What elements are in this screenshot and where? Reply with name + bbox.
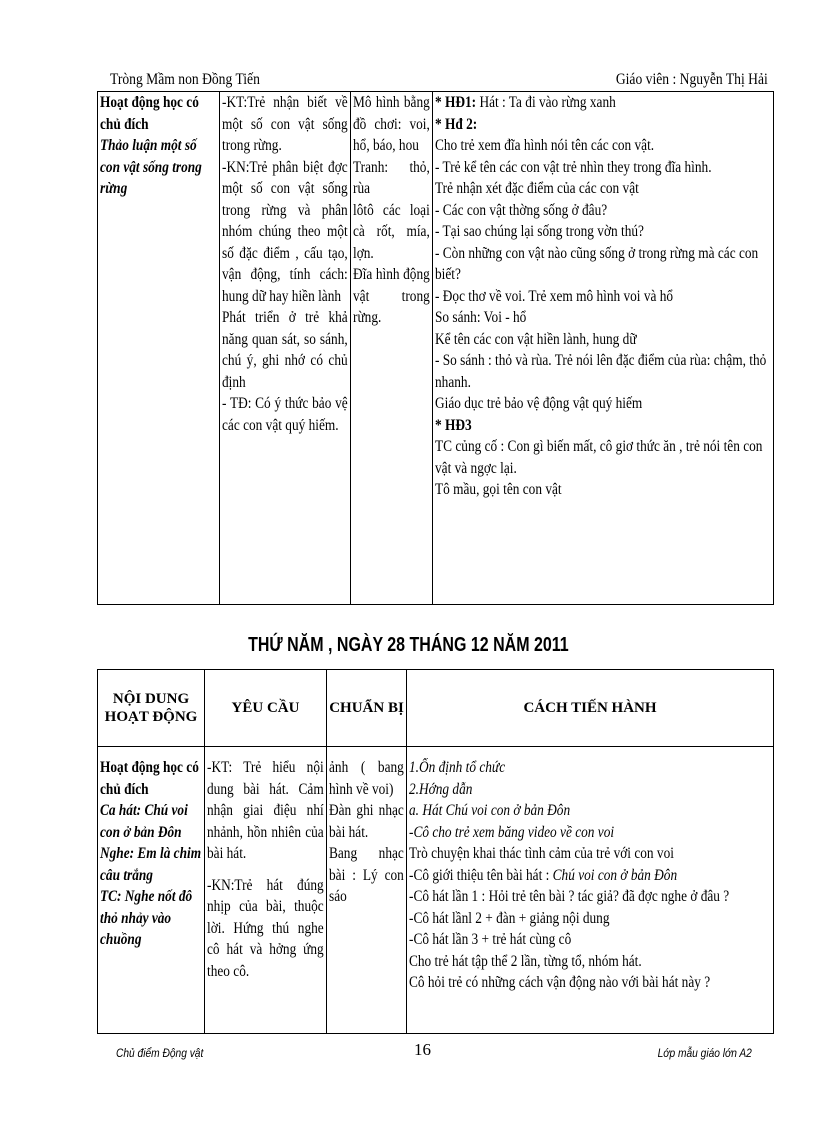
t2-preparation-line: Bang nhạc bài : Lý con sáo: [329, 845, 404, 905]
t2-requirement-line: -KN:Trẻ hát đúng nhịp của bài, thuộc lời. Hứng thú nghe cô hát và hởng ứng theo cô.: [207, 876, 324, 980]
t1-requirement-line: Phát triển ở trẻ khả năng quan sát, so sánh, chú ý, ghi nhớ có chủ định: [222, 309, 348, 391]
t1-procedure-line: - Còn những con vật nào cũng sống ở trong rừng mà các con biết?: [435, 244, 759, 283]
t1-procedure-line: Cho trẻ xem đĩa hình nói tên các con vật.: [435, 137, 655, 154]
footer-topic: Chủ điểm Động vật: [116, 1046, 204, 1060]
t2-header-requirements: YÊU CẦU: [205, 670, 327, 747]
t1-procedure-line: - So sánh : thỏ và rùa. Trẻ nói lên đặc điểm của rùa: chậm, thỏ nhanh.: [435, 352, 767, 391]
t1-procedure-line: - Các con vật thờng sống ở đâu?: [435, 201, 608, 219]
t1-preparation-line: Mô hình bằng đồ chơi: voi, hổ, báo, hou: [353, 94, 430, 154]
header-school: Tròng Mầm non Đồng Tiến: [110, 71, 260, 88]
t2-content-line: Ca hát: Chú voi con ở bản Đôn: [100, 802, 188, 841]
t1-procedure-line: Tô mầu, gọi tên con vật: [435, 481, 562, 498]
t2-procedure-line: -Cô hát lần 1 : Hỏi trẻ tên bài ? tác giả? đã đợc nghe ở đâu ?: [409, 888, 730, 905]
t2-procedure-line: -Cô giới thiệu tên bài hát : Chú voi con ở bản Đôn: [409, 866, 678, 884]
t2-procedure-cell: [407, 747, 774, 1034]
t2-procedure-line: -Cô hát lầnl 2 + đàn + giảng nội dung: [409, 909, 610, 927]
t1-requirement-line: -KT:Trẻ nhận biết về một số con vật sống trong rừng.: [222, 94, 348, 154]
t1-procedure-line: So sánh: Voi - hổ: [435, 309, 527, 326]
t1-subtitle: Thảo luận một số con vật sống trong rừng: [100, 137, 202, 197]
t1-preparation-line: lôtô các loại cà rốt, mía, lợn.: [353, 201, 430, 262]
t1-procedure-line: - Trẻ kể tên các con vật trẻ nhìn they trong đĩa hình.: [435, 158, 712, 176]
t2-procedure-line: Cô hỏi trẻ có những cách vận động nào với bài hát này ?: [409, 974, 711, 991]
t2-procedure-line: -Cô cho trẻ xem băng video về con voi: [409, 823, 615, 841]
t2-content-cell: [98, 747, 205, 1034]
t1-preparation-cell: [351, 92, 433, 605]
t1-requirement-line: -KN:Trẻ phân biệt đợc một số con vật sống trong rừng và phân nhóm chúng theo một số đặc điểm , cấu tạo, vận động, tính cách: hung dữ hay hiền lành: [222, 158, 348, 305]
t2-header-preparation: CHUẨN BỊ: [327, 670, 407, 747]
t2-header-procedure: CÁCH TIẾN HÀNH: [407, 670, 774, 747]
t1-preparation-line: Tranh: thỏ, rùa: [353, 158, 430, 197]
t1-requirement-line: - TĐ: Có ý thức bảo vệ các con vật quý hiếm.: [222, 395, 348, 434]
t1-preparation-line: Đĩa hình động vật trong rừng.: [353, 266, 430, 326]
t1-procedure-line: * HĐ1: Hát : Ta đi vào rừng xanh: [435, 94, 616, 111]
t2-preparation-line: Đàn ghi nhạc bài hát.: [329, 802, 404, 841]
t2-preparation-line: ảnh ( bang hình về voi): [329, 759, 404, 798]
t1-procedure-line: * Hđ 2:: [435, 115, 478, 133]
page-number: 16: [414, 1040, 431, 1059]
t1-procedure-line: - Đọc thơ về voi. Trẻ xem mô hình voi và hổ: [435, 287, 674, 305]
t2-procedure-line: -Cô hát lần 3 + trẻ hát cùng cô: [409, 931, 572, 948]
footer-class: Lớp mẫu giáo lớn A2: [657, 1046, 752, 1060]
activity-table-2: [97, 669, 774, 1034]
t1-procedure-line: TC củng cố : Con gì biến mất, cô giơ thức ăn , trẻ nói tên con vật và ngợc lại.: [435, 438, 763, 477]
t2-content-line: Hoạt động học có chủ đích: [100, 759, 199, 798]
t1-procedure-line: Kể tên các con vật hiền lành, hung dữ: [435, 330, 637, 348]
t1-procedure-line: * HĐ3: [435, 416, 472, 434]
t2-procedure-line: 1.Ổn định tổ chức: [409, 759, 506, 776]
day-title: THỨ NĂM , NGÀY 28 THÁNG 12 NĂM 2011: [247, 634, 569, 656]
t1-content-cell: [98, 92, 220, 605]
header-teacher: Giáo viên : Nguyễn Thị Hải: [616, 71, 768, 88]
t2-requirements-cell: [205, 747, 327, 1034]
t2-procedure-line: 2.Hớng dẫn: [409, 780, 473, 798]
t1-procedure-line: Giáo dục trẻ bảo vệ động vật quý hiếm: [435, 395, 643, 412]
t1-procedure-cell: [433, 92, 774, 605]
t2-procedure-line: Trò chuyện khai thác tình cảm của trẻ với con voi: [409, 845, 674, 862]
t2-preparation-cell: [327, 747, 407, 1034]
t2-procedure-line: Cho trẻ hát tập thể 2 lần, từng tổ, nhóm hát.: [409, 952, 642, 970]
t2-content-line: Nghe: Em là chim câu trắng: [100, 845, 202, 884]
t2-header-content: NỘI DUNG HOẠT ĐỘNG: [98, 670, 205, 747]
t1-procedure-line: - Tại sao chúng lại sống trong vờn thú?: [435, 223, 644, 240]
t2-content-line: TC: Nghe nốt đô thỏ nhảy vào chuồng: [100, 888, 193, 948]
t2-procedure-line: a. Hát Chú voi con ở bản Đôn: [409, 802, 571, 819]
activity-table-1: [97, 91, 774, 605]
t1-requirements-cell: [220, 92, 351, 605]
t2-requirement-line: -KT: Trẻ hiểu nội dung bài hát. Cảm nhận giai điệu nhí nhảnh, hồn nhiên của bài hát.: [207, 759, 324, 862]
t1-procedure-line: Trẻ nhận xét đặc điểm của các con vật: [435, 180, 639, 197]
t1-title: Hoạt động học có chủ đích: [100, 94, 199, 133]
